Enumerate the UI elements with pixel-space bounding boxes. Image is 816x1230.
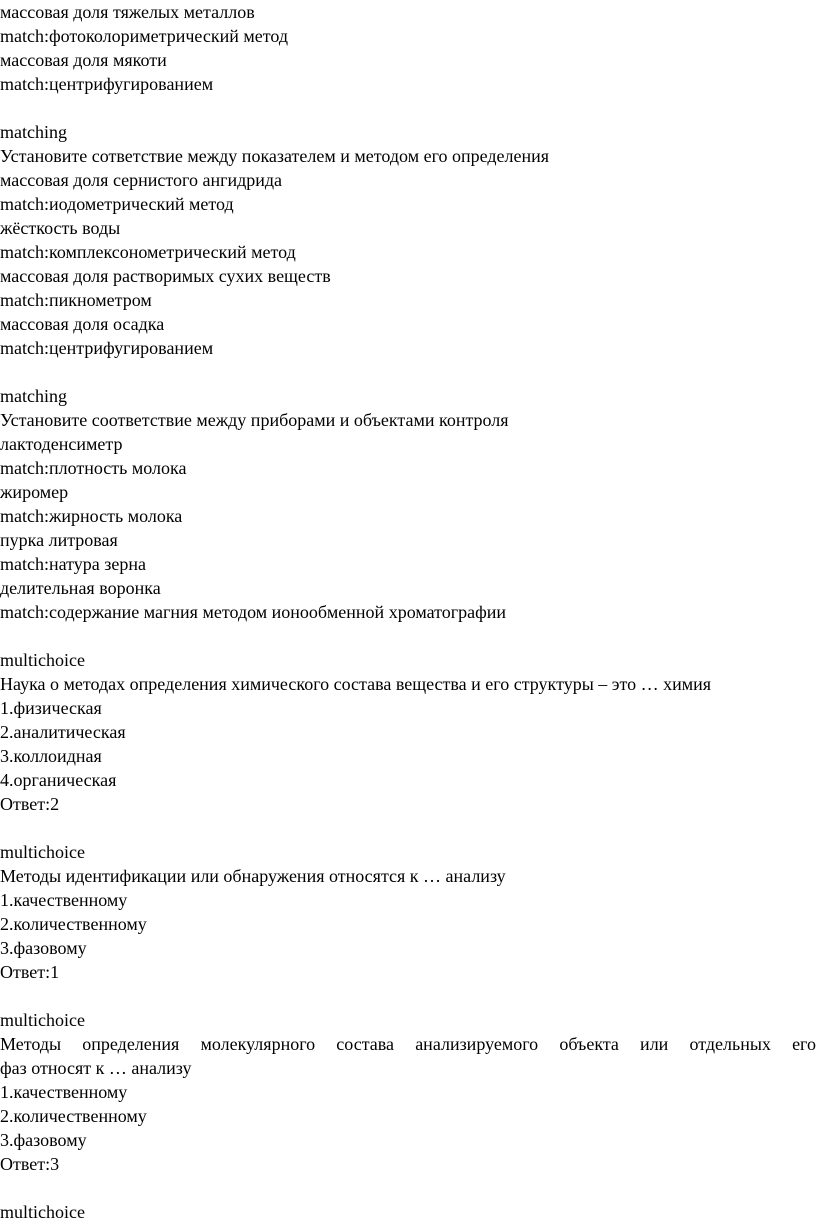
question-type: multichoice <box>0 650 85 670</box>
blank-line <box>0 624 816 648</box>
answer-option: 2.количественному <box>0 1106 147 1126</box>
text-line: match:комплексонометрический метод <box>0 242 296 262</box>
answer-option: 3.фазовому <box>0 1130 87 1150</box>
answer-option: 4.органическая <box>0 770 117 790</box>
text-line: жиромер <box>0 482 69 502</box>
answer-option: 1.качественному <box>0 1082 128 1102</box>
question-prompt: Установите соответствие между приборами и объектами контроля <box>0 410 509 430</box>
text-line: match:центрифугированием <box>0 338 214 358</box>
question-type: matching <box>0 122 67 142</box>
text-line: match:плотность молока <box>0 458 187 478</box>
question-block <box>0 0 816 96</box>
blank-line <box>0 1176 816 1200</box>
question-prompt: Методы определения молекулярного состава анализируемого объекта или отдельных его <box>0 1034 816 1054</box>
answer-option: 2.аналитическая <box>0 722 126 742</box>
answer-option: 3.фазовому <box>0 938 87 958</box>
answer-option: 3.коллоидная <box>0 746 102 766</box>
answer-option: 2.количественному <box>0 914 147 934</box>
text-line: match:натура зерна <box>0 554 146 574</box>
question-block <box>0 1008 816 1176</box>
text-line: лактоденсиметр <box>0 434 123 454</box>
blank-line <box>0 816 816 840</box>
question-type: multichoice <box>0 842 85 862</box>
blank-line <box>0 360 816 384</box>
question-block <box>0 120 816 360</box>
text-line: match:иодометрический метод <box>0 194 234 214</box>
question-prompt: Наука о методах определения химического состава вещества и его структуры – это … химия <box>0 674 712 694</box>
text-line: пурка литровая <box>0 530 118 550</box>
text-line: массовая доля тяжелых металлов <box>0 2 255 22</box>
answer-key: Ответ:1 <box>0 962 60 982</box>
question-prompt-continued: фаз относят к … анализу <box>0 1058 192 1078</box>
blank-line <box>0 96 816 120</box>
text-line: массовая доля осадка <box>0 314 165 334</box>
text-line: массовая доля мякоти <box>0 50 167 70</box>
blank-line <box>0 984 816 1008</box>
text-line: match:жирность молока <box>0 506 183 526</box>
question-block <box>0 648 816 816</box>
text-line: жёсткость воды <box>0 218 121 238</box>
text-line: match:центрифугированием <box>0 74 214 94</box>
text-line: match:пикнометром <box>0 290 152 310</box>
text-line: массовая доля растворимых сухих веществ <box>0 266 331 286</box>
question-type: matching <box>0 386 67 406</box>
answer-key: Ответ:2 <box>0 794 60 814</box>
question-prompt: Методы идентификации или обнаружения относятся к … анализу <box>0 866 506 886</box>
question-prompt: Установите сответствие между показателем и методом его определения <box>0 146 550 166</box>
answer-option: 1.качественному <box>0 890 128 910</box>
answer-option: 1.физическая <box>0 698 102 718</box>
text-line: match:фотоколориметрический метод <box>0 26 288 46</box>
question-type: multichoice <box>0 1202 85 1222</box>
answer-key: Ответ:3 <box>0 1154 60 1174</box>
text-line: match:содержание магния методом ионообменной хроматографии <box>0 602 507 622</box>
question-block <box>0 840 816 984</box>
question-type: multichoice <box>0 1010 85 1030</box>
question-block <box>0 384 816 624</box>
text-line: делительная воронка <box>0 578 161 598</box>
question-block <box>0 1200 816 1224</box>
text-line: массовая доля сернистого ангидрида <box>0 170 283 190</box>
